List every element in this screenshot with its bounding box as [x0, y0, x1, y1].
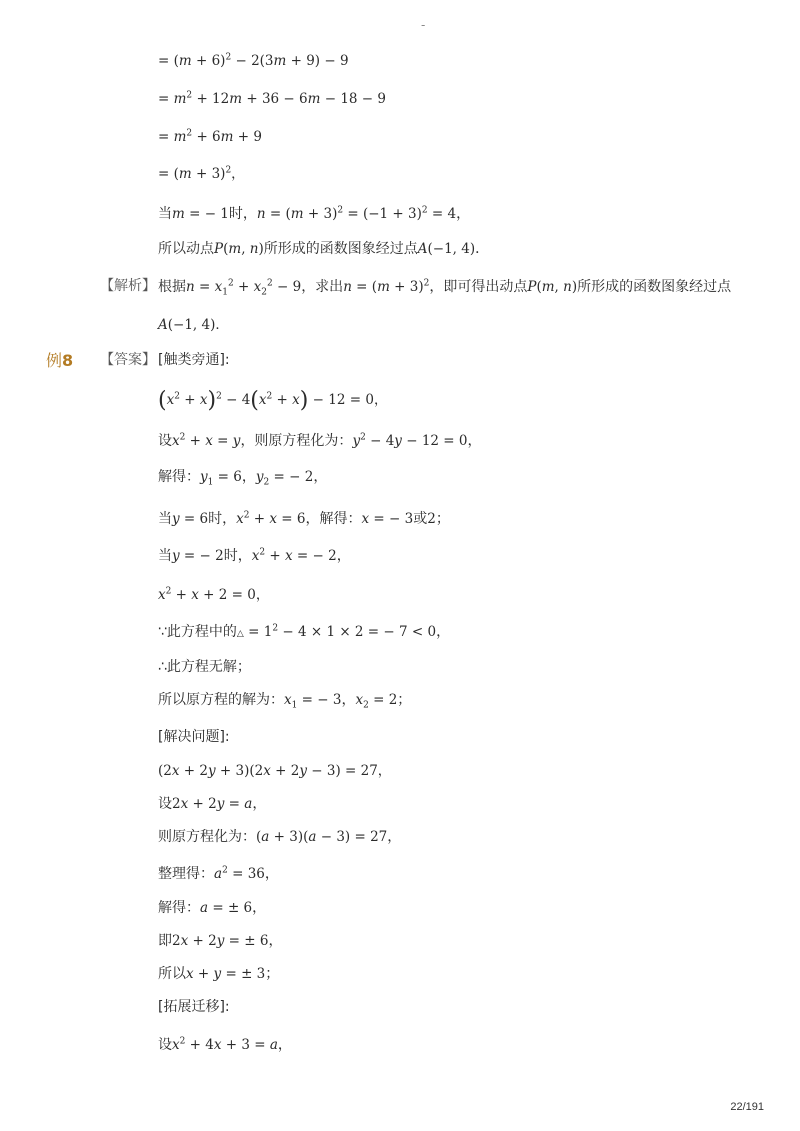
- math-line: 所以原方程的解为：$x_1$ = − 3，$x_2 = 2$；: [158, 692, 412, 711]
- math-line: $x^2 + x + 2 = 0$，: [158, 586, 270, 603]
- example-label: 例8: [46, 351, 74, 370]
- page-number: 22/191: [730, 1101, 764, 1113]
- analysis-tag: 【解析】: [100, 278, 156, 294]
- math-line: ∴此方程无解；: [158, 659, 251, 675]
- math-line: 整理得：$a^2 = 36$，: [158, 865, 279, 882]
- math-line: A(−1, 4)．: [158, 317, 229, 333]
- math-line: 所以x + y = ± 3；: [158, 966, 280, 982]
- section-heading: [解决问题]:: [158, 729, 230, 745]
- math-line: 设$x^2 + 4x + 3 = a$，: [158, 1036, 292, 1053]
- math-line: 当y = − 2时，$x^2 + x$ = − 2，: [158, 547, 351, 564]
- math-line: 解得：$y_1 = 6$，$y_2$ = − 2，: [158, 469, 328, 488]
- math-line: 当m = − 1时，$n = (m + 3)^2 = (-1 + 3)^2 = 4$，: [158, 205, 471, 222]
- math-line: = $m^2 + 6m + 9$: [158, 128, 262, 145]
- math-line: $(x^2 + x)^2 - 4(x^2 + x) - 12 = 0$，: [158, 388, 388, 413]
- math-line: 当y = 6时，$x^2 + x = 6$，解得：x = − 3或2；: [158, 510, 450, 527]
- math-line: 即2x + 2y = ± 6，: [158, 933, 283, 949]
- section-heading: [拓展迁移]:: [158, 999, 230, 1015]
- math-line: = $m^2 + 12m + 36 - 6m - 18 - 9$: [158, 90, 386, 107]
- math-line: 所以动点P(m, n)所形成的函数图象经过点A(−1, 4)．: [158, 241, 490, 257]
- math-line: 设$x^2 + x = y$，则原方程化为：$y^2 - 4y - 12 = 0$，: [158, 432, 482, 449]
- math-line: 则原方程化为：(a + 3)(a − 3) = 27，: [158, 829, 402, 845]
- math-line: ∵此方程中的△ = $1^2 - 4 \times 1 \times 2$ = − 7 < 0，: [158, 623, 451, 640]
- answer-tag: 【答案】: [100, 352, 156, 368]
- math-line: (2x + 2y + 3)(2x + 2y − 3) = 27，: [158, 763, 392, 779]
- section-heading: [触类旁通]:: [158, 352, 230, 368]
- math-line: = $(m + 6)^2 - 2(3m + 9) - 9$: [158, 52, 349, 69]
- math-line: = $(m + 3)^2$，: [158, 165, 245, 182]
- math-line: 设2x + 2y = a，: [158, 796, 267, 812]
- math-line: 根据$n = x_1^2 + x_2^2 - 9$，求出$n = (m + 3)^2$，即可得出动点P(m, n)所形成的函数图象经过点: [158, 278, 732, 298]
- math-line: 解得：a = ± 6，: [158, 900, 267, 916]
- page-top-mark: -: [421, 18, 426, 32]
